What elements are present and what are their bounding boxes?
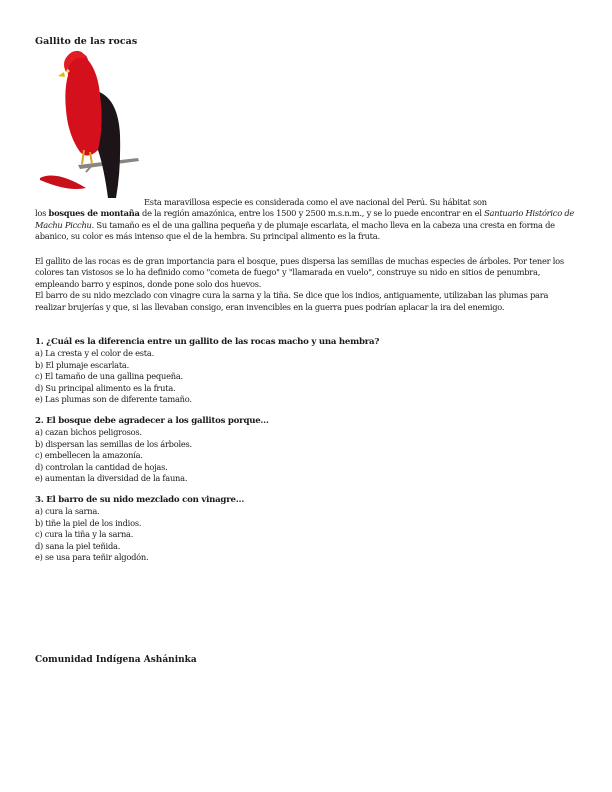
intro-after-bold: de la región amazónica, entre los 1500 y 2500 m.s.n.m., y se lo puede encontrar en el — [139, 208, 485, 219]
question-3-option-b: b) tiñe la piel de los indios. — [35, 517, 142, 528]
intro-rest: . Su tamaño es el de una gallina pequeña y de plumaje escarlata, el macho lleva en la cabeza una cresta en forma de abanico, su color es más intenso que el de la hembra. Su principal alimento es la fruta. — [35, 219, 555, 242]
question-2-option-a: a) cazan bichos peligrosos. — [35, 427, 142, 438]
paragraph-3: El barro de su nido mezclado con vinagre cura la sarna y la tiña. Se dice que los indios, antiguamente, utilizaban las plumas para realizar brujerías y que, si las llevaban consigo, eran invencibles en la guerra pues podrían aplacar la ira del enemigo. — [35, 290, 549, 312]
bird-body — [65, 54, 101, 156]
question-2-option-d: d) controlan la cantidad de hojas. — [35, 461, 168, 472]
question-1-option-b: b) El plumaje escarlata. — [35, 359, 130, 370]
intro-italic-sanctuary: Santuario Histórico de Machu Picchu — [35, 208, 575, 230]
question-1-text: 1. ¿Cuál es la diferencia entre un gallito de las rocas macho y una hembra? — [35, 337, 380, 347]
body-paragraphs — [35, 256, 575, 313]
question-3-text: 3. El barro de su nido mezclado con vinagre… — [35, 495, 245, 505]
fallen-feather — [40, 176, 86, 189]
question-1 — [35, 337, 575, 405]
question-2-option-e: e) aumentan la diversidad de la fauna. — [35, 473, 188, 484]
bird-eye — [67, 70, 70, 73]
question-2-option-c: c) embellecen la amazonía. — [35, 450, 143, 461]
paragraph-2: El gallito de las rocas es de gran importancia para el bosque, pues dispersa las semillas de muchas especies de árboles. Por tener los colores tan vistosos se lo ha definido como "cometa de fuego" y "llamarada en vuelo", construye su nido en sitios de penumbra, empleando barro y espinos, donde pone solo dos huevos. — [35, 256, 564, 289]
question-3-option-c: c) cura la tiña y la sarna. — [35, 529, 134, 540]
intro-line-1: Esta maravillosa especie es considerada como el ave nacional del Perú. Su hábitat son — [144, 197, 487, 207]
question-3 — [35, 495, 575, 563]
cock-of-the-rock-illustration — [38, 50, 142, 200]
question-1-option-e: e) Las plumas son de diferente tamaño. — [35, 394, 192, 405]
document-title: Gallito de las rocas — [35, 36, 138, 47]
footer-source: Comunidad Indígena Asháninka — [35, 655, 197, 665]
question-2-text: 2. El bosque debe agradecer a los gallitos porque… — [35, 416, 269, 426]
bird-beak — [58, 72, 65, 77]
intro-paragraph — [35, 197, 575, 243]
question-1-option-d: d) Su principal alimento es la fruta. — [35, 382, 176, 393]
question-3-option-a: a) cura la sarna. — [35, 506, 100, 517]
question-1-option-a: a) La cresta y el color de esta. — [35, 348, 154, 359]
question-3-option-d: d) sana la piel teñida. — [35, 540, 121, 551]
question-1-option-c: c) El tamaño de una gallina pequeña. — [35, 371, 183, 382]
question-2 — [35, 416, 575, 484]
intro-bold-habitat: bosques de montaña — [48, 208, 140, 219]
question-3-option-e: e) se usa para teñir algodón. — [35, 552, 149, 563]
question-2-option-b: b) dispersan las semillas de los árboles. — [35, 438, 192, 449]
intro-pre-bold: los — [35, 208, 49, 219]
